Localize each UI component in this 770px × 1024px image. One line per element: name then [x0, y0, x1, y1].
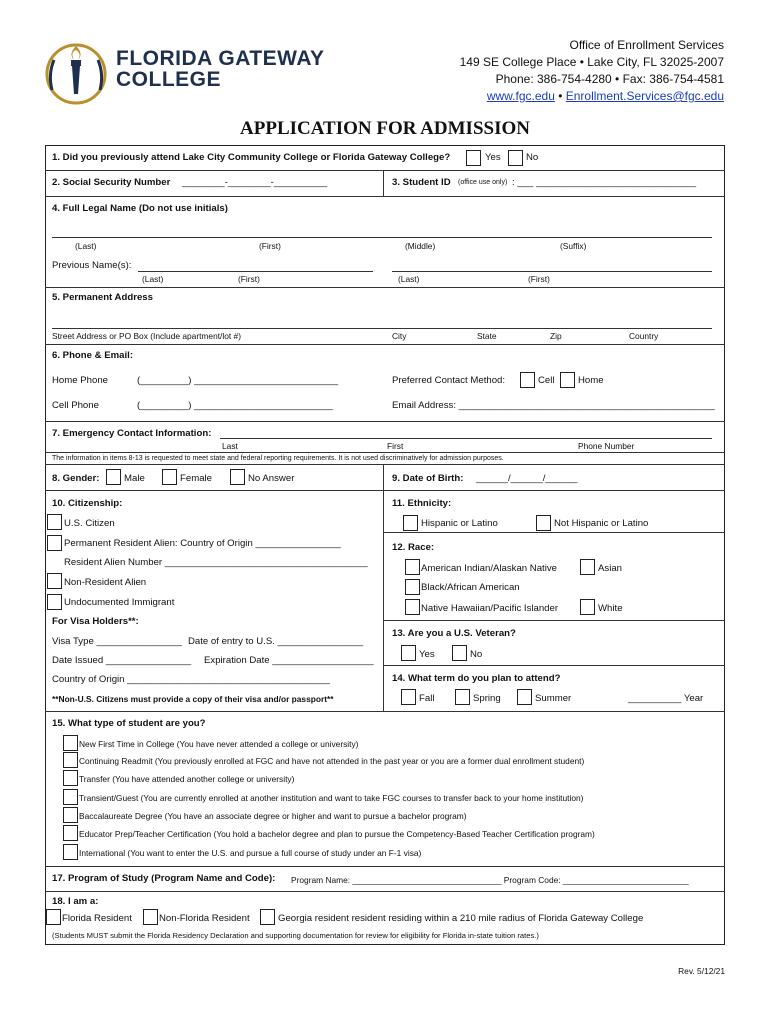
office-links [487, 89, 724, 103]
term-fall-label: Fall [419, 693, 435, 704]
ethnicity-hispanic-checkbox[interactable] [403, 515, 418, 531]
email-address-field[interactable]: Email Address: ________________________________________________ [392, 400, 715, 411]
ethnicity-not-hispanic-checkbox[interactable] [536, 515, 551, 531]
row-divider [45, 464, 725, 465]
q8-label: 8. Gender: [52, 473, 100, 484]
q1-yes-checkbox[interactable] [466, 150, 481, 166]
citizenship-nra-checkbox[interactable] [47, 573, 62, 589]
q3-label: 3. Student ID [392, 177, 451, 188]
resident-alien-number-field[interactable]: Resident Alien Number ______________________________________ [64, 557, 368, 568]
term-summer-label: Summer [535, 693, 572, 704]
row-divider [383, 665, 725, 666]
program-fields[interactable]: Program Name: ________________________________ Program Code: ___________________________ [291, 875, 689, 885]
gender-noanswer-checkbox[interactable] [230, 469, 245, 485]
prev-last-caption-2: (Last) [398, 274, 420, 284]
q18-label: 18. I am a: [52, 896, 99, 907]
name-last-caption: (Last) [75, 241, 97, 251]
country-of-origin-field[interactable]: Country of Origin ______________________________________ [52, 674, 330, 685]
term-summer-checkbox[interactable] [517, 689, 532, 705]
student-type-label: Transfer (You have attended another college or university) [79, 774, 295, 784]
expiration-date-field[interactable]: Expiration Date ___________________ [204, 655, 374, 666]
row-divider [45, 287, 725, 288]
term-fall-checkbox[interactable] [401, 689, 416, 705]
q15-label: 15. What type of student are you? [52, 718, 206, 729]
q1-no-label: No [526, 152, 539, 163]
student-type-label: International (You want to enter the U.S. and pursue a full course of study under an F-1 visa) [79, 848, 422, 858]
prev-first-caption: (First) [238, 274, 260, 284]
gender-male-label: Male [124, 473, 145, 484]
ssn-field[interactable]: ________-________-__________ [182, 177, 328, 188]
home-phone-field[interactable]: (_________) ___________________________ [137, 375, 339, 386]
row-divider [45, 711, 725, 712]
student-id-field[interactable]: : ___ ______________________________ [512, 177, 697, 188]
preferred-cell-label: Cell [538, 375, 555, 386]
previous-name-field-1[interactable] [138, 271, 373, 272]
veteran-yes-checkbox[interactable] [401, 645, 416, 661]
citizenship-nra-label: Non-Resident Alien [64, 577, 147, 588]
race-asian-checkbox[interactable] [580, 559, 595, 575]
q1-no-checkbox[interactable] [508, 150, 523, 166]
race-ai-label: American Indian/Alaskan Native [421, 563, 557, 574]
row-divider [45, 170, 725, 171]
previous-names-label: Previous Name(s): [52, 260, 132, 271]
form-title: APPLICATION FOR ADMISSION [240, 118, 530, 139]
cell-phone-field[interactable]: (_________) __________________________ [137, 400, 333, 411]
full-name-field[interactable] [52, 237, 712, 238]
term-spring-label: Spring [473, 693, 501, 704]
gender-female-checkbox[interactable] [162, 469, 177, 485]
revision-date: Rev. 5/12/21 [678, 966, 725, 976]
student-type-label: Baccalaureate Degree (You have an associate degree or higher and want to pursue a bachelor program) [79, 811, 467, 821]
q13-label: 13. Are you a U.S. Veteran? [392, 628, 516, 639]
name-first-caption: (First) [259, 241, 281, 251]
gender-male-checkbox[interactable] [106, 469, 121, 485]
student-type-label: Transient/Guest (You are currently enrolled at another institution and want to take FGC courses to transfer back to your home institution) [79, 793, 584, 803]
name-suffix-caption: (Suffix) [560, 241, 587, 251]
entry-date-field[interactable]: Date of entry to U.S. ________________ [188, 636, 363, 647]
student-type-checkbox[interactable] [63, 770, 78, 786]
emergency-contact-field[interactable] [220, 438, 712, 439]
student-type-label: Educator Prep/Teacher Certification (You hold a bachelor degree and plan to pursue the Competency-Based Teacher Certification program) [79, 829, 595, 839]
race-asian-label: Asian [598, 563, 622, 574]
residency-note: (Students MUST submit the Florida Residency Declaration and supporting documentation for review for eligibility for Florida in-state tuition rates.) [52, 931, 539, 940]
college-logo [44, 38, 114, 106]
address-city-caption: City [392, 331, 407, 341]
link-separator: • [554, 89, 566, 103]
previous-name-field-2[interactable] [392, 271, 712, 272]
student-type-checkbox[interactable] [63, 752, 78, 768]
office-name: Office of Enrollment Services [569, 38, 724, 52]
term-year-field[interactable]: __________ Year [628, 693, 704, 704]
student-type-checkbox[interactable] [63, 807, 78, 823]
row-divider [45, 866, 725, 867]
student-type-label: Continuing Readmit (You previously enrolled at FGC and have not attended in the past year or you are a former dual enrollment student) [79, 756, 585, 766]
veteran-yes-label: Yes [419, 649, 435, 660]
veteran-no-label: No [470, 649, 483, 660]
residency-nonfl-label: Non-Florida Resident [159, 913, 250, 924]
q2-label: 2. Social Security Number [52, 177, 171, 188]
row-divider [45, 452, 725, 453]
row-divider [45, 344, 725, 345]
race-black-label: Black/African American [421, 582, 520, 593]
col-divider [383, 464, 384, 711]
visa-type-field[interactable]: Visa Type ________________ [52, 636, 182, 647]
ec-last-caption: Last [222, 441, 238, 451]
office-address: 149 SE College Place • Lake City, FL 32025-2007 [459, 55, 724, 69]
residency-ga-label: Georgia resident resident residing within a 210 mile radius of Florida Gateway College [278, 913, 644, 924]
gender-noanswer-label: No Answer [248, 473, 295, 484]
residency-nonfl-checkbox[interactable] [143, 909, 158, 925]
row-divider [45, 490, 725, 491]
q7-label: 7. Emergency Contact Information: [52, 428, 212, 439]
address-field[interactable] [52, 328, 712, 329]
name-middle-caption: (Middle) [405, 241, 436, 251]
row-divider [45, 196, 725, 197]
q12-label: 12. Race: [392, 542, 435, 553]
citizenship-undoc-checkbox[interactable] [47, 594, 62, 610]
q4-label: 4. Full Legal Name (Do not use initials) [52, 203, 228, 214]
preferred-home-label: Home [578, 375, 604, 386]
citizenship-us-checkbox[interactable] [47, 514, 62, 530]
visa-passport-note: **Non-U.S. Citizens must provide a copy of their visa and/or passport** [52, 694, 334, 704]
cell-phone-label: Cell Phone [52, 400, 99, 411]
ethnicity-not-hispanic-label: Not Hispanic or Latino [554, 518, 649, 529]
home-phone-label: Home Phone [52, 375, 108, 386]
race-white-checkbox[interactable] [580, 599, 595, 615]
address-zip-caption: Zip [550, 331, 562, 341]
row-divider [383, 620, 725, 621]
q9-label: 9. Date of Birth: [392, 473, 464, 484]
preferred-home-checkbox[interactable] [560, 372, 575, 388]
dob-field[interactable]: ______/______/______ [476, 473, 578, 484]
student-type-checkbox[interactable] [63, 789, 78, 805]
student-type-checkbox[interactable] [63, 735, 78, 751]
q17-label: 17. Program of Study (Program Name and Code): [52, 873, 276, 884]
college-name-line1: FLORIDA GATEWAY [116, 47, 325, 70]
row-divider [45, 891, 725, 892]
q14-label: 14. What term do you plan to attend? [392, 673, 561, 684]
citizenship-undoc-label: Undocumented Immigrant [64, 597, 175, 608]
race-white-label: White [598, 603, 623, 614]
email-link[interactable]: Enrollment.Services@fgc.edu [565, 89, 724, 103]
row-divider [45, 421, 725, 422]
visa-holders-heading: For Visa Holders**: [52, 616, 139, 627]
q11-label: 11. Ethnicity: [392, 498, 452, 509]
race-nh-label: Native Hawaiian/Pacific Islander [421, 603, 559, 614]
ec-first-caption: First [387, 441, 404, 451]
race-ai-checkbox[interactable] [405, 559, 420, 575]
prev-first-caption-2: (First) [528, 274, 550, 284]
student-type-checkbox[interactable] [63, 844, 78, 860]
prev-last-caption: (Last) [142, 274, 164, 284]
website-link[interactable]: www.fgc.edu [486, 89, 555, 103]
preferred-cell-checkbox[interactable] [520, 372, 535, 388]
reporting-notice: The information in items 8-13 is requested to meet state and federal reporting requirements. It is not used discriminatively for admission purposes. [52, 455, 504, 462]
residency-fl-checkbox[interactable] [46, 909, 61, 925]
residency-ga-checkbox[interactable] [260, 909, 275, 925]
row-divider [383, 532, 725, 533]
address-country-caption: Country [629, 331, 659, 341]
date-issued-field[interactable]: Date Issued ________________ [52, 655, 192, 666]
q1-yes-label: Yes [485, 152, 501, 163]
office-phone: Phone: 386-754-4280 • Fax: 386-754-4581 [495, 72, 724, 86]
address-street-caption: Street Address or PO Box (Include apartment/lot #) [52, 331, 241, 341]
student-type-label: New First Time in College (You have never attended a college or university) [79, 739, 359, 749]
student-type-checkbox[interactable] [63, 825, 78, 841]
q1-label: 1. Did you previously attend Lake City Community College or Florida Gateway College? [52, 152, 451, 163]
col-divider [383, 170, 384, 196]
q3-note: (office use only) [458, 179, 508, 186]
race-nh-checkbox[interactable] [405, 599, 420, 615]
college-name-line2: COLLEGE [116, 68, 222, 91]
citizenship-pra-checkbox[interactable] [47, 535, 62, 551]
preferred-contact-label: Preferred Contact Method: [392, 375, 506, 386]
residency-fl-label: Florida Resident [62, 913, 132, 924]
q10-label: 10. Citizenship: [52, 498, 123, 509]
address-state-caption: State [477, 331, 497, 341]
race-black-checkbox[interactable] [405, 579, 420, 595]
q5-label: 5. Permanent Address [52, 292, 153, 303]
citizenship-us-label: U.S. Citizen [64, 518, 115, 529]
veteran-no-checkbox[interactable] [452, 645, 467, 661]
ethnicity-hispanic-label: Hispanic or Latino [421, 518, 498, 529]
citizenship-pra-label: Permanent Resident Alien: Country of Origin ________________ [64, 538, 341, 549]
q6-label: 6. Phone & Email: [52, 350, 134, 361]
ec-phone-caption: Phone Number [578, 441, 635, 451]
term-spring-checkbox[interactable] [455, 689, 470, 705]
torch-seal-icon [44, 38, 114, 106]
gender-female-label: Female [180, 473, 212, 484]
